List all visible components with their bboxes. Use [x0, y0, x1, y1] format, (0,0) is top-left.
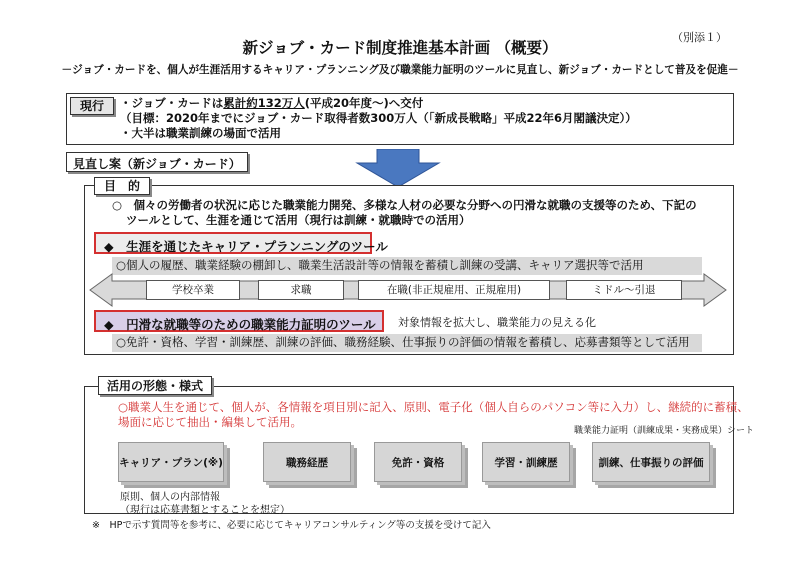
stage-middle-retirement: ミドル～引退 — [566, 280, 682, 300]
current-label-text: 現行 — [79, 99, 104, 113]
usage-footnote: ※ HPで示す質問等を参考に、必要に応じてキャリアコンサルティング等の支援を受けて記入 — [92, 520, 491, 531]
usage-note-2: （現行は応募書類とすることを想定） — [120, 505, 290, 516]
card-career-plan — [118, 442, 224, 482]
current-line-3: ・大半は職業訓練の場面で活用 — [120, 126, 281, 140]
usage-note-1: 原則、個人の内部情報 — [120, 492, 220, 503]
card-learning-history — [482, 442, 570, 482]
stage-graduation: 学校卒業 — [146, 280, 240, 300]
usage-red-line-2: 場面に応じて抽出・編集して活用。 — [118, 415, 302, 429]
page-subtitle: －ジョブ・カードを、個人が生涯活用するキャリア・プランニング及び職業能力証明のツールに見直し、新ジョブ・カードとして普及を促進－ — [61, 64, 739, 76]
current-line-2: （目標：2020年までにジョブ・カード取得者数300万人（「新成長戦略」平成22年6月閣議決定）） — [120, 111, 637, 125]
card-career-plan-text: キャリア・プラン(※) — [119, 457, 223, 469]
current-line-1-pre: ・ジョブ・カードは — [120, 96, 224, 110]
current-line-1-underline: 累計約132万人 — [223, 96, 305, 110]
card-learning-history-text: 学習・訓練歴 — [494, 457, 558, 469]
usage-label — [98, 376, 212, 395]
usage-red-line-1: ○職業人生を通じて、個人が、各情報を項目別に記入、原則、電子化（個人自らのパソコン等に入力）し、継続的に蓄積、 — [118, 400, 749, 414]
purpose-line-1: ○ 個々の労働者の状況に応じた職業能力開発、多様な人材の必要な分野への円滑な就職の支援等のため、下記の — [112, 198, 697, 212]
vocational-ability-note: 対象情報を拡大し、職業能力の見える化 — [398, 316, 596, 329]
current-line-1 — [120, 96, 423, 111]
card-license — [374, 442, 462, 482]
vocational-ability-desc: ○免許・資格、学習・訓練歴、訓練の評価、職務経験、仕事振りの評価の情報を蓄積し、応募書類等として活用 — [116, 335, 690, 349]
card-evaluation-text: 訓練、仕事振りの評価 — [598, 457, 704, 469]
card-evaluation — [592, 442, 710, 482]
review-label-text: 見直し案（新ジョブ・カード） — [73, 157, 241, 171]
purpose-label — [94, 177, 150, 195]
attachment-label: （別添１） — [672, 31, 727, 44]
purpose-line-2: ツールとして、生涯を通じて活用（現行は訓練・就職時での活用） — [126, 213, 471, 227]
stage-job-seeking: 求職 — [258, 280, 344, 300]
usage-label-text: 活用の形態・様式 — [107, 379, 204, 393]
career-planning-heading-text: ◆ 生涯を通じたキャリア・プランニングのツール — [104, 239, 388, 254]
card-work-history — [263, 442, 351, 482]
page-title: 新ジョブ・カード制度推進基本計画 （概要） — [242, 39, 558, 57]
card-work-history-text: 職務経歴 — [286, 457, 328, 469]
card-license-text: 免許・資格 — [391, 457, 445, 469]
sheet-label: 職業能力証明（訓練成果・実務成果）シート — [574, 426, 755, 436]
career-planning-desc: ○個人の履歴、職業経験の棚卸し、職業生活設計等の情報を蓄積し訓練の受講、キャリア選択等で活用 — [116, 258, 644, 272]
stage-employment: 在職(非正規雇用、正規雇用) — [358, 280, 550, 300]
career-planning-heading — [94, 232, 388, 254]
down-arrow-icon — [355, 149, 441, 189]
current-label — [70, 97, 114, 115]
review-label — [66, 152, 248, 172]
purpose-label-text: 目 的 — [103, 179, 140, 193]
vocational-ability-heading-text: ◆ 円滑な就職等のための職業能力証明のツール — [104, 317, 376, 332]
current-line-1-post: (平成20年度～)へ交付 — [304, 96, 424, 110]
vocational-ability-heading — [94, 310, 384, 332]
